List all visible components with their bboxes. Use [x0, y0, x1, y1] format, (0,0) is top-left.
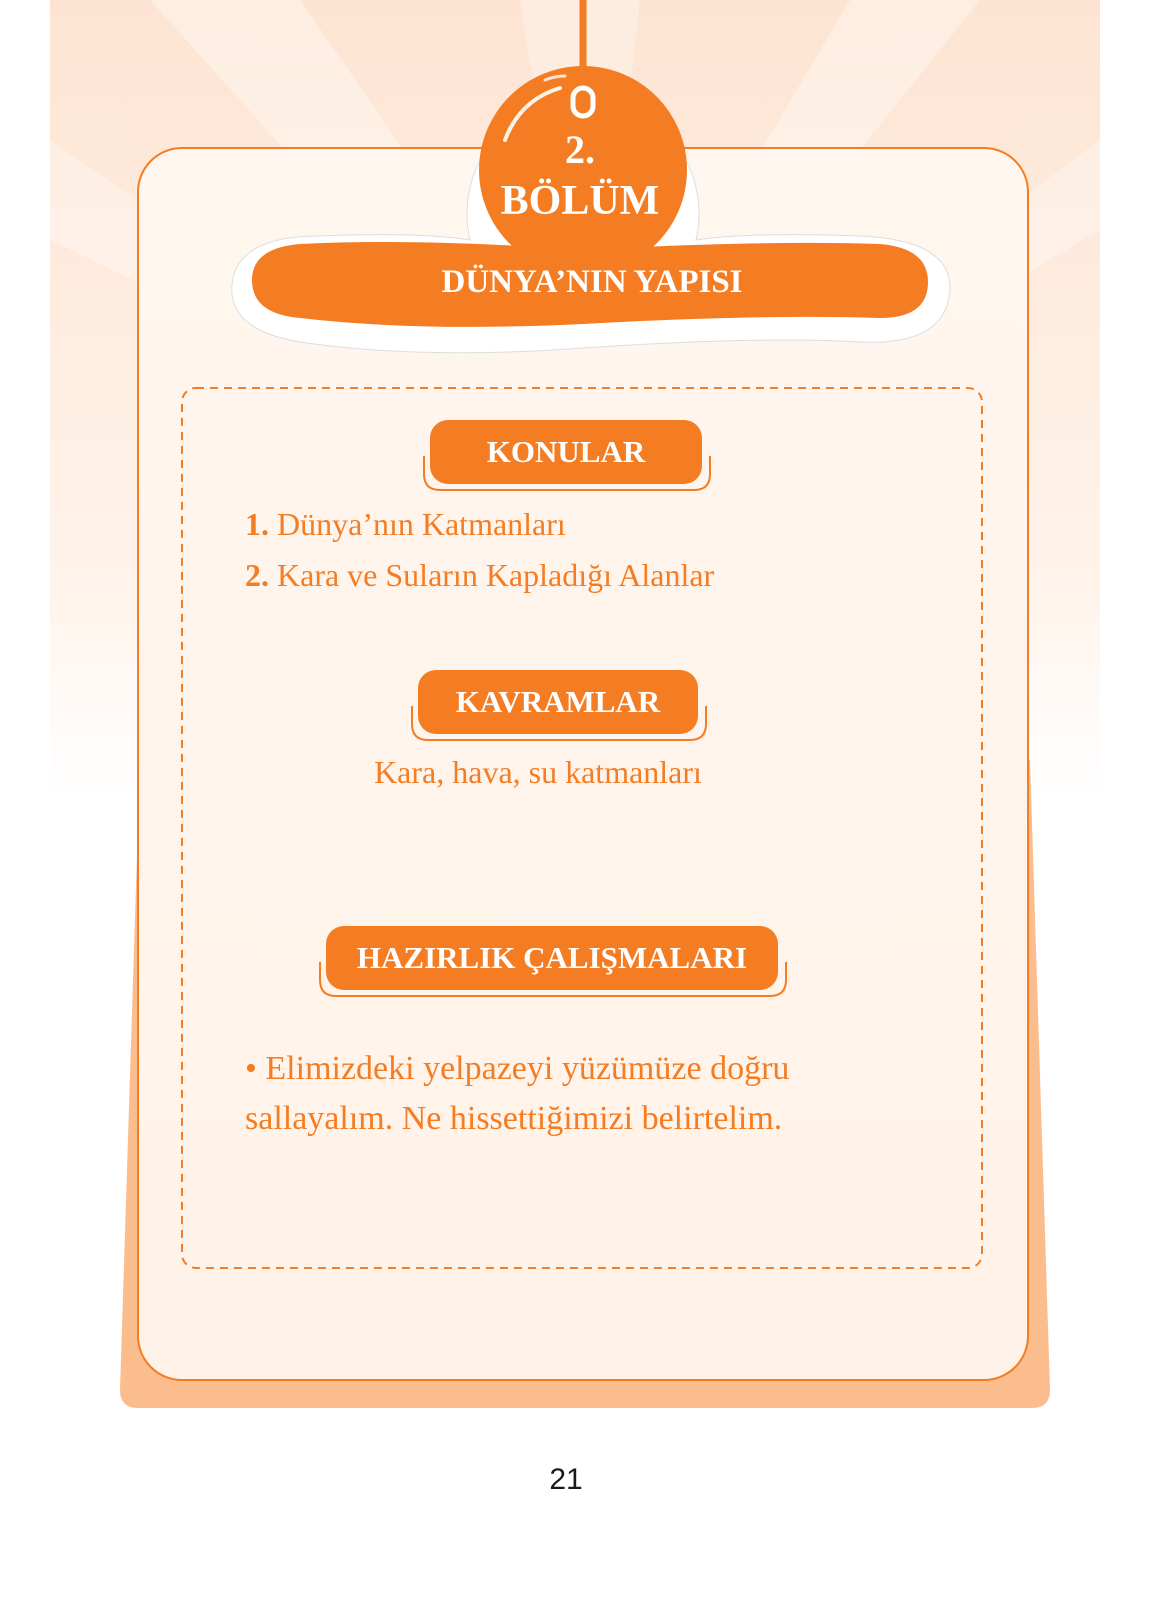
bullet-icon: • [245, 1050, 257, 1087]
preparation-sentence: Elimizdeki yelpazeyi yüzümüze doğru sallayalım. Ne hissettiğimizi belirtelim. [245, 1050, 790, 1137]
topic-item-2 [245, 555, 714, 595]
topic-number: 2. [245, 557, 269, 593]
chapter-number: 2. [565, 127, 595, 172]
preparation-heading: HAZIRLIK ÇALIŞMALARI [356, 940, 748, 975]
page-number: 21 [549, 1463, 583, 1496]
topic-text: Kara ve Suların Kapladığı Alanlar [269, 557, 715, 593]
topic-number: 1. [245, 506, 269, 542]
preparation-text [245, 1044, 905, 1144]
concepts-text: Kara, hava, su katmanları [374, 754, 702, 790]
concepts-heading: KAVRAMLAR [455, 684, 661, 719]
topic-text: Dünya’nın Katmanları [269, 506, 566, 542]
chapter-label: BÖLÜM [500, 178, 660, 224]
topics-heading: KONULAR [486, 434, 646, 469]
unit-title: DÜNYA’NIN YAPISI [441, 264, 743, 300]
topic-item-1 [245, 504, 566, 544]
